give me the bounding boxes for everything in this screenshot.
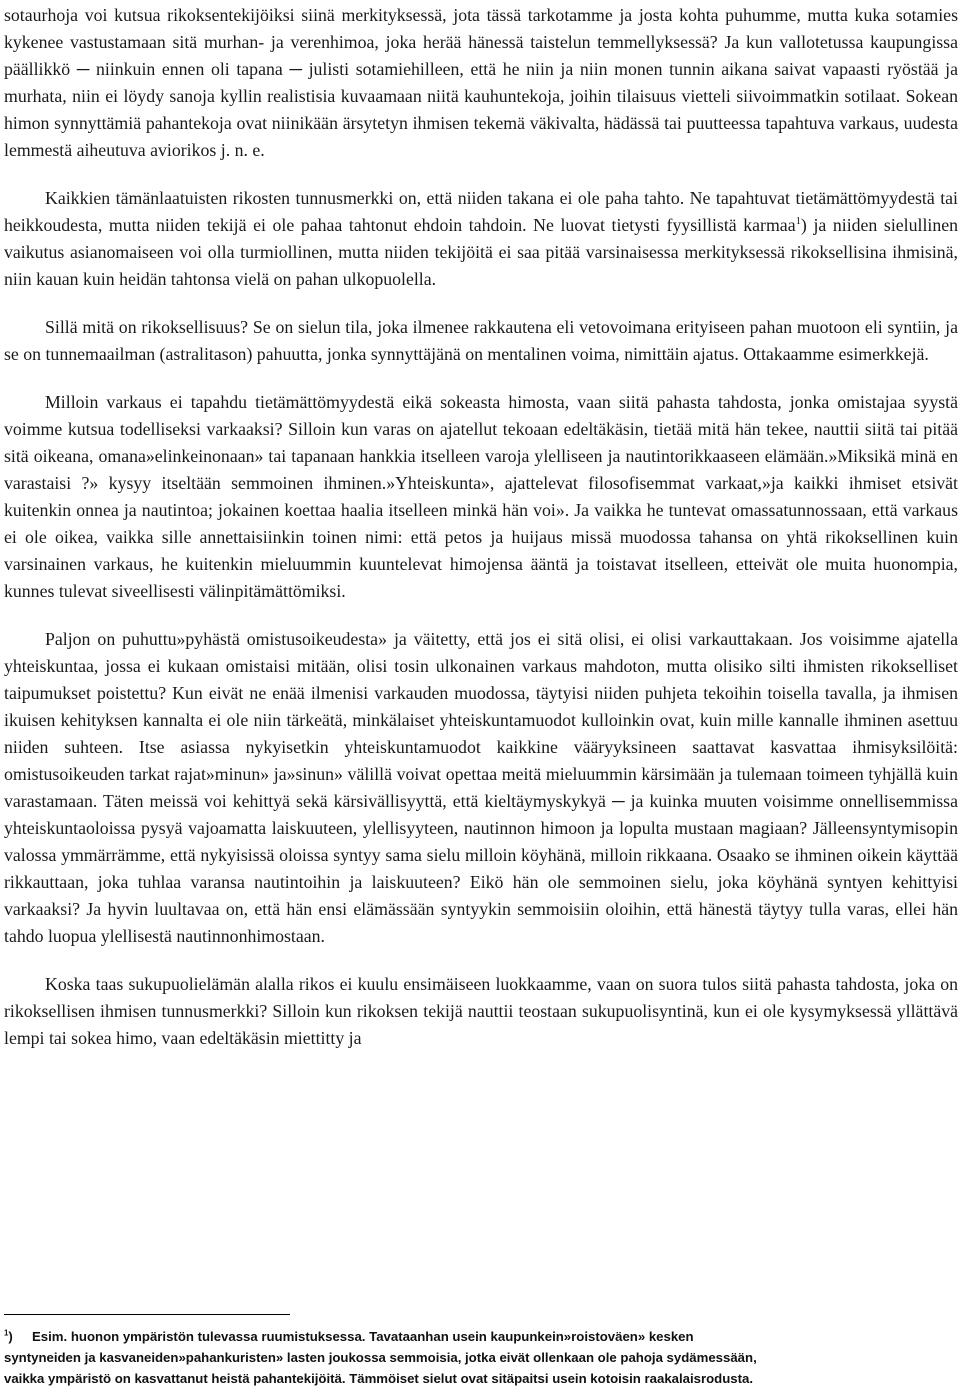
paragraph-2-text-cont: ) ja niiden sielullinen vaikutus asianomaiseen voi olla turmiollinen, mutta niiden tekijöitä ei saa pitää varsinaisessa merkityksessä rikoksellisina ihmisinä, niin kauan kuin heidän tahtonsa vielä on pahan ulkopuolella. [4,215,958,289]
footnote [4,1326,958,1389]
paragraph-2 [4,185,958,293]
footnote-line-2: syntyneiden ja kasvaneiden»pahankuristen» lasten joukossa semmoisia, jotka eivät ollenkaan ole pahoja sydämessään, [4,1350,757,1365]
paragraph-gap [4,605,958,626]
footnote-text-1: Esim. huonon ympäristön tulevassa ruumistuksessa. Tavataanhan usein kaupunkein»roistoväen» kesken [32,1329,694,1344]
paragraph-4 [4,389,958,605]
paragraph-gap [4,293,958,314]
paragraph-gap [4,368,958,389]
footnote-line-1 [4,1326,958,1347]
paragraph-6-text: Koska taas sukupuolielämän alalla rikos ei kuulu ensimäiseen luokkaamme, vaan on suora tulos siitä pahasta tahdosta, joka on rikoksellisen ihmisen tunnusmerkki? Silloin kun rikoksen tekijä nauttii teostaan sukupuolisyntinä, kun ei ole kysymyksessä yllättävä lempi tai sokea himo, vaan edeltäkäsin miettitty ja [4,974,958,1048]
paragraph-5-text: Paljon on puhuttu»pyhästä omistusoikeudesta» ja väitetty, että jos ei sitä olisi, ei olisi varkauttakaan. Jos voisimme ajatella yhteiskuntaa, jossa ei kukaan omistaisi mitään, olisi tosin ulkonainen varkaus mahdoton, mutta olisiko silti ihmisten rikokselliset taipumukset poistettu? Kun eivät ne enää ilmenisi varkauden muodossa, täytyisi niiden puhjeta tekoihin toisella tavalla, ja ihmisen ikuisen kehityksen kannalta ei ole niin tärkeätä, minkälaiset yhteiskuntamuodot kulloinkin ovat, kuin mille kannalle ihminen asettuu niiden suhteen. Itse asiassa nykyisetkin yhteiskuntamuodot kaikkine vääryyksineen saattavat kasvattaa ihmisyksilöitä: omistusoikeuden tarkat rajat»minun» ja»sinun» välillä voivat opettaa meitä mieluummin kärsimään ja tulemaan toimeen tyhjällä kuin varastamaan. Täten meissä voi kehittyä sekä kärsivällisyyttä, että kieltäymyskykyä ─ ja kuinka muuten voisimme onnellisemmissa yhteiskuntaoloissa pysyä vajoamatta laiskuuteen, ylellisyyteen, nautinnon himoon ja lopulta mustaan magiaan? Jälleensyntymisopin valossa ymmärrämme, että nykyisissä oloissa syntyy sama sielu milloin köyhänä, milloin rikkaana. Osaako se ihminen oikein käyttää rikkauttaan, joka tuhlaa varansa nautintoihin ja laiskuuteen? Eikö hän ole semmoinen sielu, joka köyhänä syntyen kehittyisi varkaaksi? Ja hyvin luultavaa on, että hän ensi elämässään syntyykin semmoisiin oloihin, että hänestä täytyy tulla varas, ellei hän tahdo luopua ylellisestä nautinnonhimostaan. [4,629,958,946]
paragraph-3 [4,314,958,368]
paragraph-4-text: Milloin varkaus ei tapahdu tietämättömyydestä eikä sokeasta himosta, vaan siitä pahasta tahdosta, jonka omistajaa syystä voimme kutsua todelliseksi varkaaksi? Silloin kun varas on ajatellut tekoaan edeltäkäsin, tietää mitä hän tekee, nauttii siitä tai pitää sitä oikeana, omana»elinkeinonaan» tai tapanaan hankkia itselleen varoja ylelliseen ja nautintorikkaaseen elämään.»Miksikä minä en varastaisi ?» kysyy itseltään semmoinen ihminen.»Yhteiskunta», ajattelevat filosofisemmat varkaat,»ja kaikki ihmiset etsivät kuitenkin onnea ja nautintoa; jokainen koettaa haalia itselleen minkä hän voi». Ja vaikka he tuntevat omassatunnossaan, että varkaus ei ole oikea, vaikka sille annettaisiinkin toinen nimi: että petos ja huijaus missä muodossa tahansa on yhtä rikoksellinen kuin varsinainen varkaus, he kuitenkin mieluummin kuuntelevat himojensa ääntä ja toistavat itselleen, etteivät ole muita huonompia, kunnes tulevat siveellisesti välinpitämättömiksi. [4,392,958,601]
paragraph-2-text: Kaikkien tämänlaatuisten rikosten tunnusmerkki on, että niiden takana ei ole paha tahto. Ne tapahtuvat tietämättömyydestä tai heikkoudesta, mutta niiden tekijä ei ole pahaa tahtonut ehdoin tahdoin. Ne luovat tietysti fyysillistä karmaa [4,188,958,235]
paragraph-5 [4,626,958,950]
footnote-number: 1 [4,1328,9,1338]
footnote-line-3: vaikka ympäristö on kasvattanut heistä pahantekijöitä. Tämmöiset sielut ovat sitäpaitsi usein kotoisin raakalaisrodusta. [4,1371,754,1386]
paragraph-1-text: sotaurhoja voi kutsua rikoksentekijöiksi siinä merkityksessä, jota tässä tarkotamme ja josta kohta puhumme, mutta kuka sotamies kykenee vastustamaan sitä murhan- ja verenhimoa, joka herää hänessä taistelun temmellyksessä? Ja kun vallotetussa kaupungissa päällikkö ─ niinkuin ennen oli tapana ─ julisti sotamiehilleen, että he niin ja niin monen tunnin aikana saivat vapaasti ryöstää ja murhata, niin ei löydy sanoja kyllin realistisia kuvaamaan niitä kauhuntekoja, joihin tilaisuus vietteli siivoimmatkin sotilaat. Sokean himon synnyttämiä pahantekoja ovat niinikään ärsytetyn ihmisen tekemä väkivalta, hädässä tai puutteessa tapahtuva varkaus, uudesta lemmestä aiheutuva aviorikos j. n. e. [4,5,958,160]
paragraph-gap [4,164,958,185]
footnote-paren: ) [8,1329,13,1344]
paragraph-gap [4,950,958,971]
footnote-divider [4,1314,290,1315]
document-body [4,2,958,1052]
footnote-marker [4,1326,32,1347]
footnote-reference[interactable]: 1 [795,215,801,228]
paragraph-3-text: Sillä mitä on rikoksellisuus? Se on sielun tila, joka ilmenee rakkautena eli vetovoimana erityiseen pahan muotoon eli syntiin, ja se on tunnemaailman (astralitason) pahuutta, jonka synnyttäjänä on mentalinen voima, nimittäin ajatus. Ottakaamme esimerkkejä. [4,317,958,364]
paragraph-6 [4,971,958,1052]
paragraph-1 [4,2,958,164]
